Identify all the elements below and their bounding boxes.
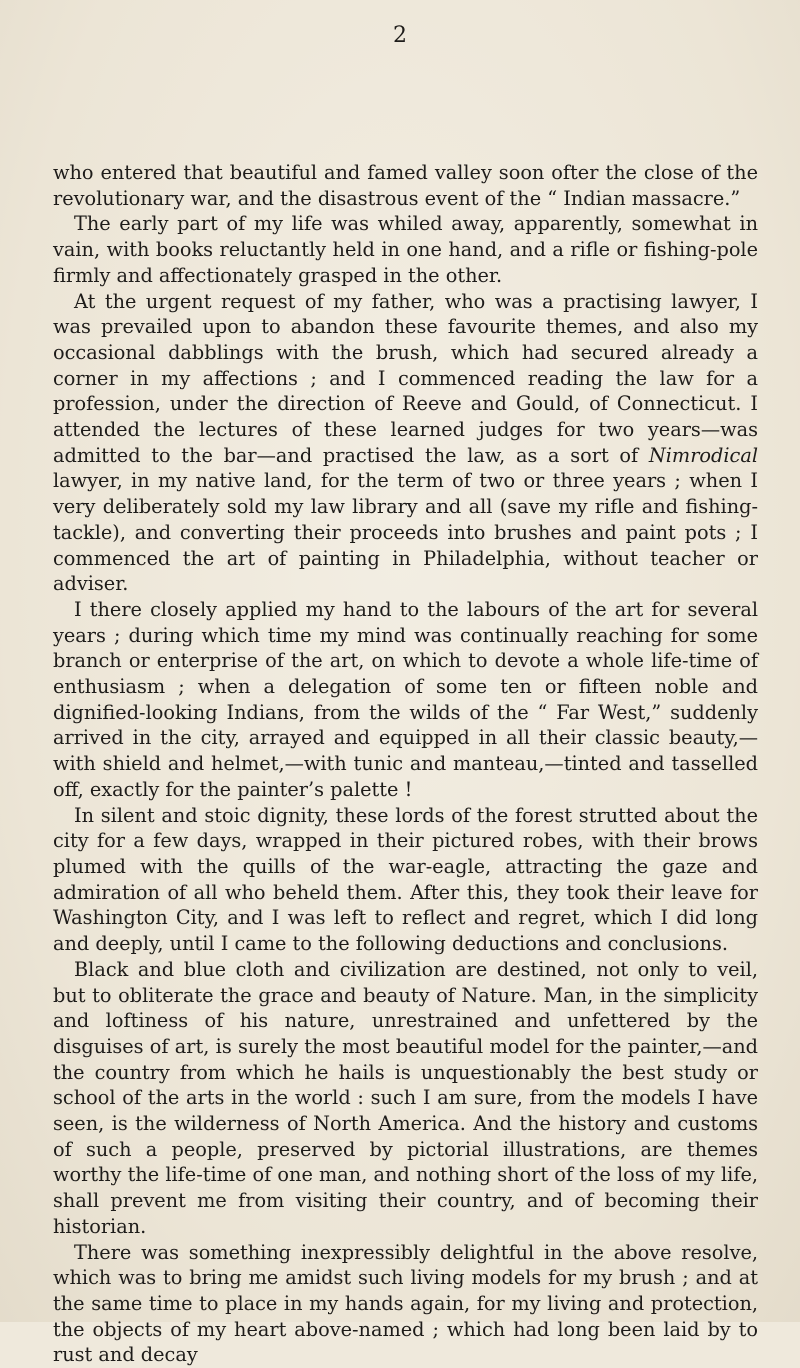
paragraph-5: In silent and stoic dignity, these lords of the forest strutted about the city for a few days, wrapped in their pictured robes, with their brows plumed with the quills of the war-eagle, attracting the gaze and admiration of all who beheld them. After this, they took their leave for Washington City, and I was left to reflect and regret, which I did long and deeply, until I came to the following deductions and conclusions.	[53, 803, 758, 956]
paragraph-7: There was something inexpressibly delightful in the above resolve, which was to bring me amidst such living models for my brush ; and at the same time to place in my hands again, for my living and protection, the objects of my heart above-named ; which had long been laid by to rust and decay	[53, 1240, 758, 1367]
paragraph-3-text-after: lawyer, in my native land, for the term of two or three years ; when I very deliberately sold my law library and all (save my rifle and fishing-tackle), and converting their proceeds into brushes and paint pots ; I commenced the art of painting in Philadelphia, without teacher or adviser.	[53, 469, 758, 596]
paragraph-4: I there closely applied my hand to the labours of the art for several years ; during which time my mind was continually reaching for some branch or enterprise of the art, on which to devote a whole life-time of enthusiasm ; when a delegation of some ten or fifteen noble and dignified-looking Indians, from the wilds of the “ Far West,” suddenly arrived in the city, arrayed and equipped in all their classic beauty,—with shield and helmet,—with tunic and manteau,—tinted and tasselled off, exactly for the painter’s palette !	[53, 597, 758, 801]
page-number: 2	[393, 23, 407, 48]
paragraph-1: who entered that beautiful and famed valley soon ofter the close of the revolutionary war, and the disastrous event of the “ Indian massacre.”	[53, 161, 758, 210]
paragraph-2: The early part of my life was whiled away, apparently, somewhat in vain, with books reluctantly held in one hand, and a rifle or fishing-pole firmly and affectionately grasped in the other.	[53, 212, 758, 287]
paragraph-6: Black and blue cloth and civilization are destined, not only to veil, but to obliterate the grace and beauty of Nature. Man, in the simplicity and loftiness of his nature, unrestrained and unfettered by the disguises of art, is surely the most beautiful model for the painter,—and the country from which he hails is unquestionably the best study or school of the arts in the world : such I am sure, from the models I have seen, is the wilderness of North America. And the history and customs of such a people, preserved by pictorial illustrations, are themes worthy the life-time of one man, and nothing short of the loss of my life, shall prevent me from visiting their country, and of becoming their historian.	[53, 957, 758, 1238]
paragraph-3-text-before: At the urgent request of my father, who was a practising lawyer, I was prevailed upon to abandon these favourite themes, and also my occasional dabblings with the brush, which had secured already a corner in my affections ; and I commenced reading the law for a profession, under the direction of Reeve and Gould, of Connecticut. I attended the lectures of these learned judges for two years—was admitted to the bar—and practised the law, as a sort of	[53, 289, 758, 467]
body-text	[53, 160, 758, 1368]
paragraph-3	[53, 289, 758, 597]
paragraph-3-italic-word: Nimrodical	[648, 443, 758, 467]
